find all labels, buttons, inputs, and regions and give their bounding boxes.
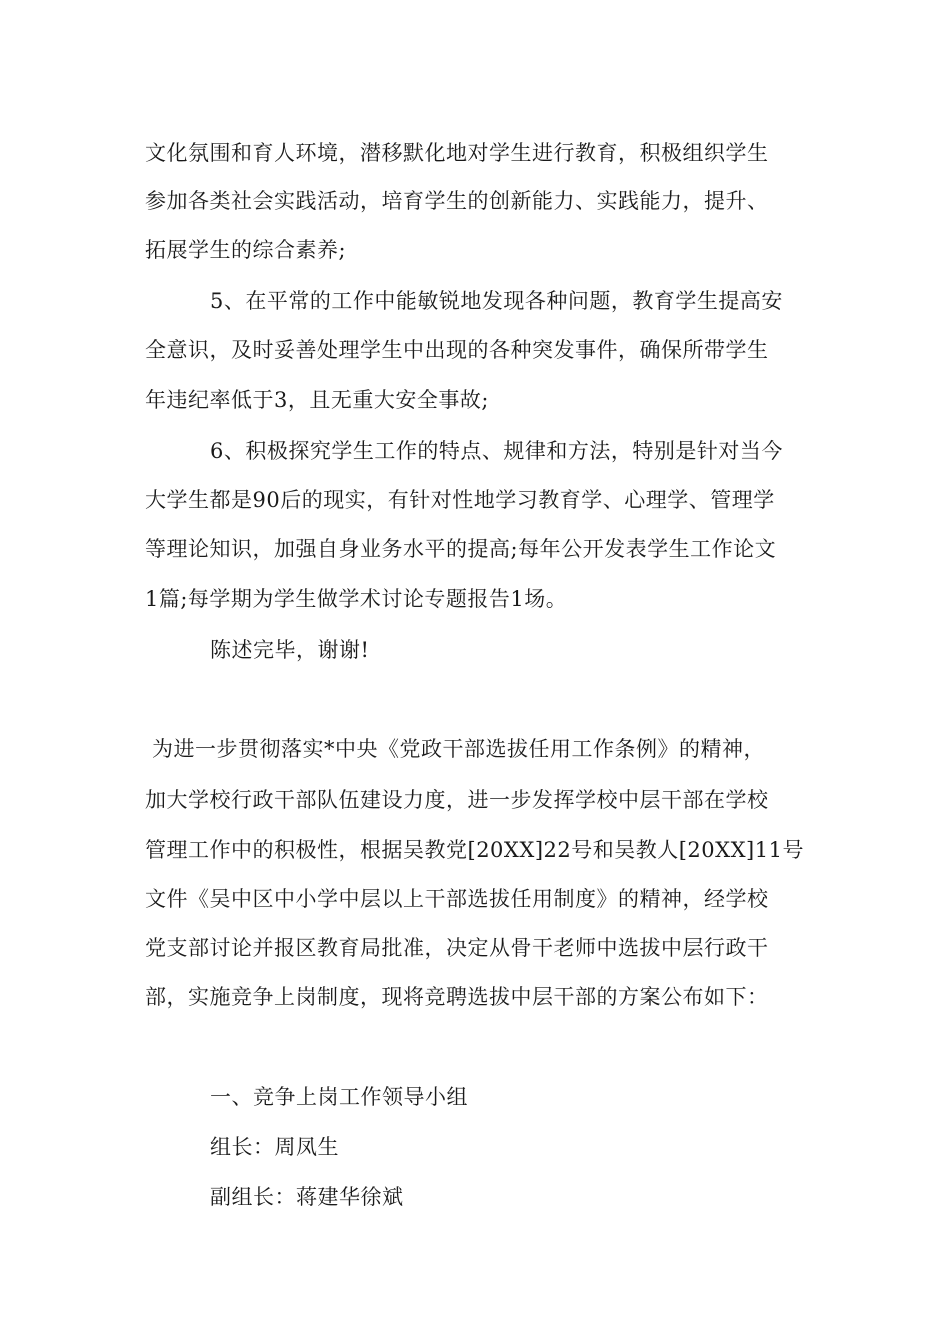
paragraph-line: 加大学校行政干部队伍建设力度，进一步发挥学校中层干部在学校 [145, 788, 769, 812]
paragraph-line: 大学生都是90后的现实，有针对性地学习教育学、心理学、管理学 [145, 488, 775, 512]
section-heading: 一、竞争上岗工作领导小组 [210, 1085, 468, 1109]
paragraph-line: 拓展学生的综合素养; [145, 238, 347, 262]
paragraph-line: 5、在平常的工作中能敏锐地发现各种问题，教育学生提高安 [210, 289, 783, 313]
paragraph-line: 参加各类社会实践活动，培育学生的创新能力、实践能力，提升、 [145, 189, 769, 213]
group-deputy: 副组长：蒋建华徐斌 [210, 1185, 404, 1209]
closing-remark: 陈述完毕，谢谢! [210, 638, 370, 662]
paragraph-line: 6、积极探究学生工作的特点、规律和方法，特别是针对当今 [210, 439, 783, 463]
group-leader: 组长：周凤生 [210, 1135, 339, 1159]
paragraph-line: 等理论知识，加强自身业务水平的提高;每年公开发表学生工作论文 [145, 537, 777, 561]
paragraph-line: 全意识，及时妥善处理学生中出现的各种突发事件，确保所带学生 [145, 338, 769, 362]
paragraph-line: 管理工作中的积极性，根据吴教党[20XX]22号和吴教人[20XX]11号 [145, 838, 804, 862]
paragraph-line: 党支部讨论并报区教育局批准，决定从骨干老师中选拔中层行政干 [145, 936, 769, 960]
paragraph-line: 文件《吴中区中小学中层以上干部选拔任用制度》的精神，经学校 [145, 887, 769, 911]
paragraph-line: 为进一步贯彻落实*中央《党政干部选拔任用工作条例》的精神， [152, 737, 765, 761]
paragraph-line: 年违纪率低于3，且无重大安全事故; [145, 388, 489, 412]
paragraph-line: 部，实施竞争上岗制度，现将竞聘选拔中层干部的方案公布如下： [145, 985, 769, 1009]
paragraph-line: 文化氛围和育人环境，潜移默化地对学生进行教育，积极组织学生 [145, 141, 769, 165]
paragraph-line: 1篇;每学期为学生做学术讨论专题报告1场。 [145, 587, 568, 611]
